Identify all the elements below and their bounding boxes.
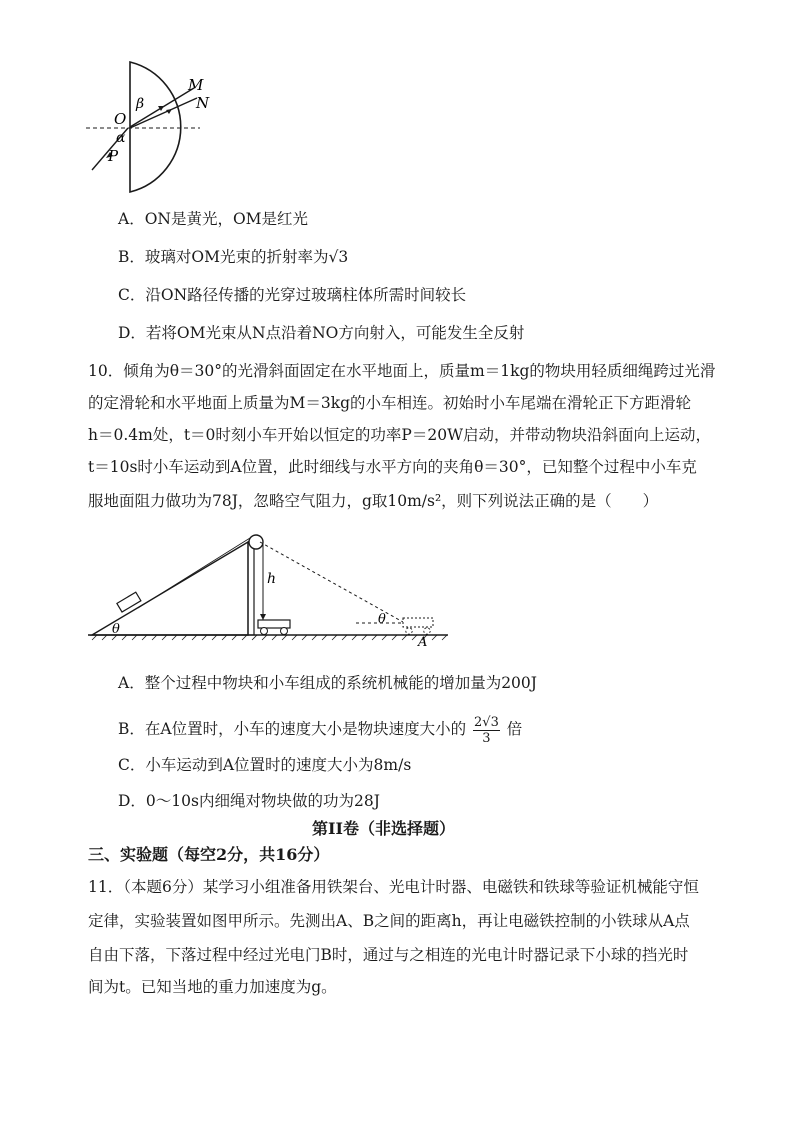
q9-option-a: A．ON是黄光，OM是红光 xyxy=(118,210,309,228)
q10-line-1: 10．倾角为θ＝30°的光滑斜面固定在水平地面上，质量m＝1kg的物块用轻质细绳跨过光滑 xyxy=(88,362,716,380)
pulley-post xyxy=(248,542,254,635)
q10-option-a: A．整个过程中物块和小车组成的系统机械能的增加量为200J xyxy=(118,674,537,692)
label-N: N xyxy=(196,94,210,112)
section-2-title: 第II卷（非选择题） xyxy=(312,819,455,838)
fraction-numerator: 2√3 xyxy=(474,714,499,730)
q10-line-2: 的定滑轮和水平地面上质量为M＝3kg的小车相连。初始时小车尾端在滑轮正下方距滑轮 xyxy=(88,394,692,412)
incline-pulley-figure xyxy=(88,530,458,650)
label-alpha: α xyxy=(116,130,126,146)
cart-initial xyxy=(258,620,290,635)
semicircle-outline xyxy=(130,62,181,192)
q10-option-d: D．0～10s内细绳对物块做的功为28J xyxy=(118,792,380,810)
label-A: A xyxy=(418,635,428,650)
q10-option-b-prefix: B．在A位置时，小车的速度大小是物块速度大小的 xyxy=(118,720,467,738)
cart-at-A xyxy=(403,618,433,634)
q11-line-2: 定律，实验装置如图甲所示。先测出A、B之间的距离h，再让电磁铁控制的小铁球从A点 xyxy=(88,912,690,930)
q9-option-c: C．沿ON路径传播的光穿过玻璃柱体所需时间较长 xyxy=(118,286,467,304)
label-O: O xyxy=(114,110,127,128)
label-theta-left: θ xyxy=(112,622,120,637)
q9-option-d: D．若将OM光束从N点沿着NO方向射入，可能发生全反射 xyxy=(118,324,525,342)
semicircle-refraction-figure xyxy=(80,58,230,198)
q11-line-1: 11．（本题6分）某学习小组准备用铁架台、光电计时器、电磁铁和铁球等验证机械能守恒 xyxy=(88,878,699,896)
q9-option-b: B．玻璃对OM光束的折射率为√3 xyxy=(118,248,349,266)
label-h: h xyxy=(267,571,277,587)
label-M: M xyxy=(188,76,204,94)
q10-option-c: C．小车运动到A位置时的速度大小为8m/s xyxy=(118,756,412,774)
section-3-title: 三、实验题（每空2分，共16分） xyxy=(88,845,330,864)
q10-line-3: h＝0.4m处，t＝0时刻小车开始以恒定的功率P＝20W启动，并带动物块沿斜面向上运动， xyxy=(88,426,712,444)
q11-line-3: 自由下落，下落过程中经过光电门B时，通过与之相连的光电计时器记录下小球的挡光时 xyxy=(88,946,689,964)
ray-OM-arrow xyxy=(158,106,164,111)
label-beta: β xyxy=(136,96,145,112)
q10-option-b xyxy=(118,712,522,746)
rope-dashed xyxy=(260,542,403,622)
label-P: P xyxy=(108,147,119,165)
q10-line-5: 服地面阻力做功为78J，忽略空气阻力，g取10m/s²，则下列说法正确的是（ ） xyxy=(88,492,659,510)
fraction xyxy=(473,715,500,746)
q10-line-4: t＝10s时小车运动到A位置，此时细线与水平方向的夹角θ＝30°，已知整个过程中小车克 xyxy=(88,458,697,476)
rope-arrow xyxy=(260,614,266,620)
block-on-incline xyxy=(117,592,141,612)
q10-option-b-suffix: 倍 xyxy=(506,720,523,738)
q11-line-4: 间为t。已知当地的重力加速度为g。 xyxy=(88,978,337,996)
label-theta-right: θ xyxy=(378,612,386,627)
rope-incline xyxy=(138,538,250,608)
fraction-denominator: 3 xyxy=(482,730,491,746)
